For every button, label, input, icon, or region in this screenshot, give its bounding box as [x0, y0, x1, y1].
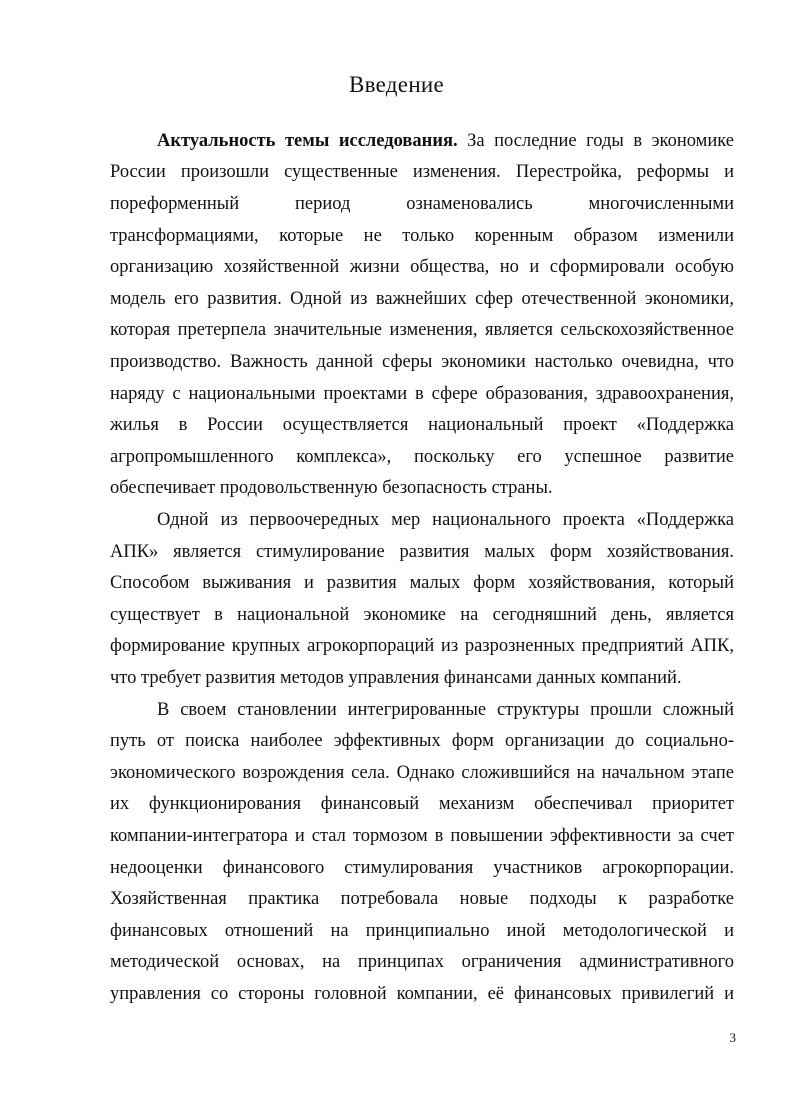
page-number: 3	[729, 1030, 736, 1045]
text-line: Хозяйственная практика потребовала новые подходы к разработке	[110, 889, 734, 909]
text-line: обеспечивает продовольственную безопасность страны.	[110, 478, 553, 498]
text-line: методической основах, на принципах ограничения административного	[110, 952, 734, 972]
text-line: формирование крупных агрокорпораций из разрозненных предприятий АПК,	[110, 636, 734, 656]
text-line: управления со стороны головной компании, её финансовых привилегий и	[110, 984, 734, 1004]
text-line: России произошли существенные изменения. Перестройка, реформы и	[110, 162, 734, 182]
text-line: которая претерпела значительные изменения, является сельскохозяйственное	[110, 320, 734, 340]
lead-heading: Актуальность темы исследования.	[157, 131, 458, 151]
text-line: экономического возрождения села. Однако сложившийся на начальном этапе	[110, 763, 734, 783]
text-line: путь от поиска наиболее эффективных форм организации до социально-	[110, 731, 734, 751]
text-line: Способом выживания и развития малых форм хозяйствования, который	[110, 573, 734, 593]
text-line: недооценки финансового стимулирования участников агрокорпорации.	[110, 858, 734, 878]
text-line: трансформациями, которые не только коренным образом изменили	[110, 226, 734, 246]
text-line: финансовых отношений на принципиально иной методологической и	[110, 921, 734, 941]
text-line: пореформенный период ознаменовались многочисленными	[110, 194, 734, 214]
text-line: организацию хозяйственной жизни общества, но и сформировали особую	[110, 257, 734, 277]
paragraph-1-first-line-rest: За последние годы в экономике	[457, 131, 734, 151]
text-line: что требует развития методов управления финансами данных компаний.	[110, 668, 682, 688]
text-line: наряду с национальными проектами в сфере образования, здравоохранения,	[110, 384, 734, 404]
text-line: компании-интегратора и стал тормозом в повышении эффективности за счет	[110, 826, 734, 846]
text-line: АПК» является стимулирование развития малых форм хозяйствования.	[110, 542, 734, 562]
text-line: Одной из первоочередных мер национального проекта «Поддержка	[157, 510, 734, 530]
text-line: жилья в России осуществляется национальный проект «Поддержка	[110, 415, 734, 435]
text-line: существует в национальной экономике на сегодняшний день, является	[110, 605, 734, 625]
text-line: В своем становлении интегрированные структуры прошли сложный	[157, 700, 734, 720]
paragraph-1-line-1	[157, 126, 734, 157]
text-line: их функционирования финансовый механизм обеспечивал приоритет	[110, 794, 734, 814]
text-line: агропромышленного комплекса», поскольку его успешное развитие	[110, 447, 734, 467]
text-line: производство. Важность данной сферы экономики настолько очевидна, что	[110, 352, 734, 372]
page-title: Введение	[348, 72, 445, 97]
text-line: модель его развития. Одной из важнейших сфер отечественной экономики,	[110, 289, 734, 309]
